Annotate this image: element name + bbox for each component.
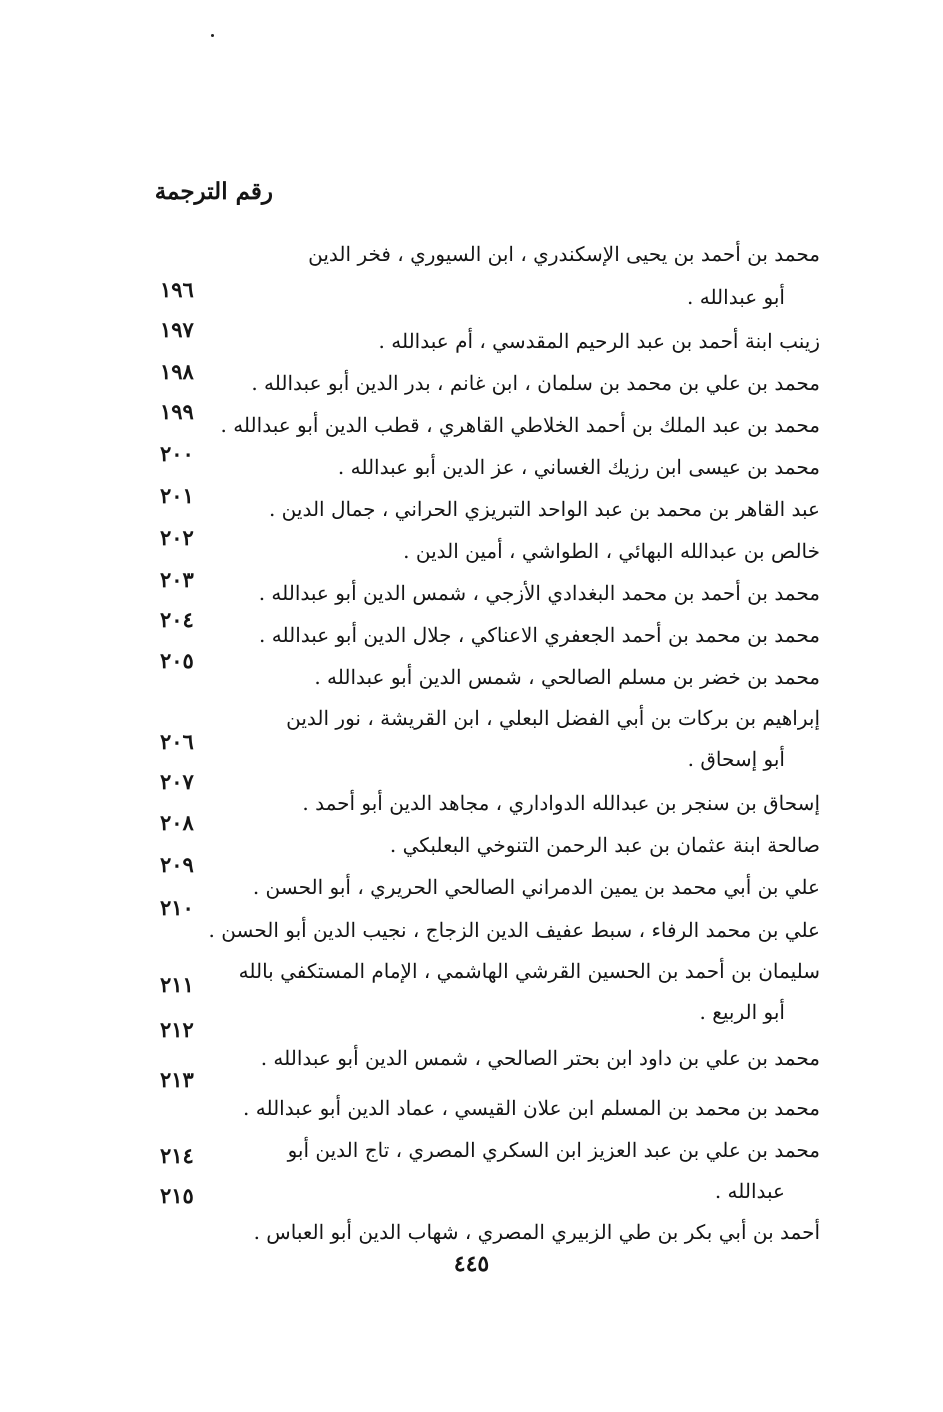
entry-number: ٢٠٩	[160, 852, 194, 877]
entry-number: ٢٠٢	[160, 525, 194, 550]
entry-line: أبو إسحاق .	[687, 747, 785, 771]
entry-number: ٢٠٤	[160, 607, 194, 632]
entry-number: ٢١٥	[160, 1183, 194, 1208]
entry-line: علي بن أبي محمد بن يمين الدمراني الصالحي الحريري ، أبو الحسن .	[252, 875, 820, 899]
entry-line: صالحة ابنة عثمان بن عبد الرحمن التنوخي البعلبكي .	[389, 833, 820, 857]
entry-number: ١٩٩	[160, 399, 194, 424]
entry-line: أبو عبدالله .	[687, 285, 785, 309]
entry-line: محمد بن عبد الملك بن أحمد الخلاطي القاهري ، قطب الدين أبو عبدالله .	[220, 413, 820, 437]
entry-number: ٢٠٧	[160, 769, 194, 794]
entry-number: ٢٠٨	[160, 810, 194, 835]
entry-line: عبد القاهر بن محمد بن عبد الواحد التبريزي الحراني ، جمال الدين .	[268, 497, 820, 521]
entry-line: محمد بن أحمد بن محمد البغدادي الأزجي ، شمس الدين أبو عبدالله .	[258, 581, 820, 605]
entry-number: ٢٠٥	[160, 648, 194, 673]
entry-line: محمد بن علي بن داود ابن بحتر الصالحي ، شمس الدين أبو عبدالله .	[260, 1046, 820, 1070]
column-heading: رقم الترجمة	[154, 178, 273, 205]
entry-line: محمد بن علي بن محمد بن سلمان ، ابن غانم ، بدر الدين أبو عبدالله .	[251, 371, 820, 395]
entry-line: سليمان بن أحمد بن الحسين القرشي الهاشمي ، الإمام المستكفي بالله	[238, 959, 820, 983]
entry-number: ٢١٢	[160, 1017, 194, 1042]
entry-line: إبراهيم بن بركات بن أبي الفضل البعلي ، ابن القريشة ، نور الدين	[286, 706, 820, 730]
entry-number: ٢٠٣	[160, 567, 194, 592]
page-number: ٤٤٥	[453, 1251, 490, 1277]
entry-number: ٢٠٠	[160, 441, 194, 466]
entry-line: خالص بن عبدالله البهائي ، الطواشي ، أمين الدين .	[403, 539, 820, 563]
entry-line: أبو الربيع .	[699, 1000, 785, 1024]
entry-number: ٢١٤	[160, 1143, 194, 1168]
stray-dot	[211, 34, 214, 37]
entry-line: محمد بن خضر بن مسلم الصالحي ، شمس الدين أبو عبدالله .	[314, 665, 820, 689]
entry-line: علي بن محمد الرفاء ، سبط عفيف الدين الزجاج ، نجيب الدين أبو الحسن .	[208, 918, 820, 942]
entry-number: ٢١١	[160, 972, 194, 997]
entry-number: ١٩٧	[160, 317, 194, 342]
entry-number: ١٩٨	[160, 359, 194, 384]
entry-line: محمد بن أحمد بن يحيى الإسكندري ، ابن السيوري ، فخر الدين	[308, 242, 820, 266]
entry-line: إسحاق بن سنجر بن عبدالله الدواداري ، مجاهد الدين أبو أحمد .	[302, 791, 820, 815]
entry-line: محمد بن علي بن عبد العزيز ابن السكري المصري ، تاج الدين أبو	[287, 1138, 820, 1162]
entry-line: زينب ابنة أحمد بن عبد الرحيم المقدسي ، أم عبدالله .	[378, 329, 820, 353]
entry-line: محمد بن محمد بن المسلم ابن علان القيسي ، عماد الدين أبو عبدالله .	[243, 1096, 820, 1120]
entry-number: ١٩٦	[160, 277, 194, 302]
entry-number: ٢٠٦	[160, 729, 194, 754]
entry-line: أحمد بن أبي بكر بن طي الزبيري المصري ، شهاب الدين أبو العباس .	[253, 1220, 820, 1244]
entry-line: عبدالله .	[714, 1179, 785, 1203]
entry-number: ٢١٠	[160, 895, 194, 920]
entry-number: ٢١٣	[160, 1067, 194, 1092]
entry-line: محمد بن عيسى ابن رزيك الغساني ، عز الدين أبو عبدالله .	[337, 455, 820, 479]
entry-number: ٢٠١	[160, 483, 194, 508]
entry-line: محمد بن محمد بن أحمد الجعفري الاعناكي ، جلال الدين أبو عبدالله .	[259, 623, 820, 647]
